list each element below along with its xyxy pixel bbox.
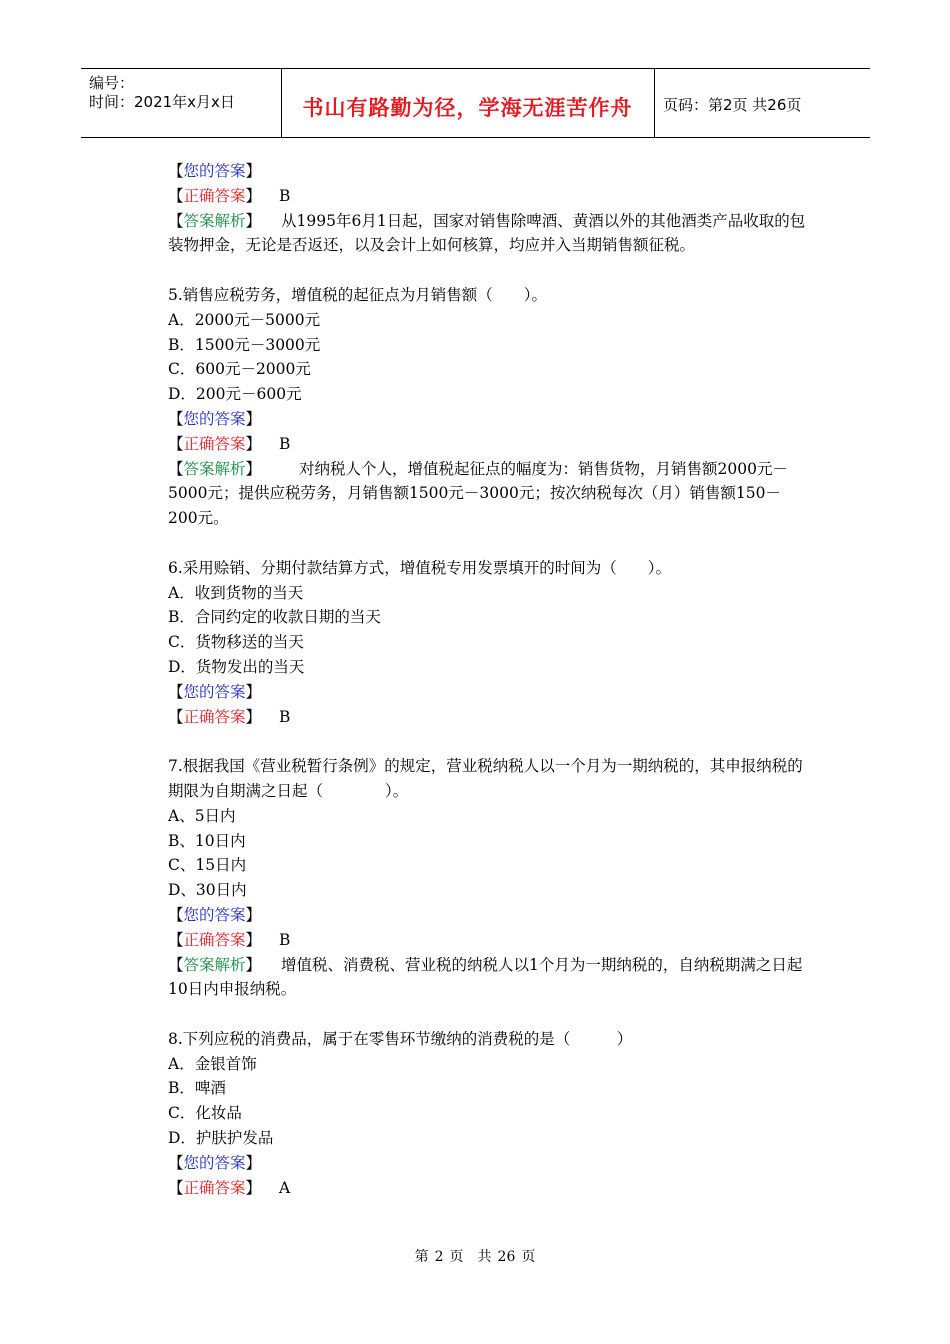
- correct-answer-label: 正确答案: [183, 930, 246, 949]
- your-answer-label: 您的答案: [183, 409, 246, 428]
- bracket: 【: [168, 409, 184, 428]
- option-c: C．货物移送的当天: [168, 633, 304, 652]
- option-c: C．600元－2000元: [168, 360, 311, 379]
- bracket: 】: [245, 707, 262, 726]
- bracket: 【: [168, 955, 184, 974]
- correct-answer-value: B: [279, 434, 291, 453]
- question-stem: 8.下列应税的消费品，属于在零售环节缴纳的消费税的是（ ）: [168, 1029, 633, 1048]
- answer-analysis: [168, 209, 808, 259]
- your-answer-row: [168, 407, 808, 432]
- document-body: [168, 159, 808, 1200]
- footer-middle: 页 共: [449, 1249, 492, 1265]
- analysis-label: 答案解析: [183, 459, 246, 478]
- bracket: 【: [168, 1153, 184, 1172]
- bracket: 】: [245, 955, 262, 974]
- bracket: 【: [168, 162, 184, 180]
- your-answer-row: [168, 680, 808, 705]
- option-d: D．货物发出的当天: [168, 657, 305, 676]
- correct-answer-row: [168, 432, 808, 457]
- bracket: 【: [168, 434, 184, 453]
- correct-answer-value: B: [279, 707, 291, 726]
- footer-suffix: 页: [521, 1249, 536, 1265]
- bracket: 【: [168, 211, 184, 230]
- document-number-label: 编号：: [89, 74, 135, 92]
- question-stem: 6.采用赊销、分期付款结算方式，增值税专用发票填开的时间为（ ）。: [168, 558, 672, 577]
- analysis-text: 对纳税人个人，增值税起征点的幅度为：销售货物，月销售额2000元－5000元；提供应税劳务，月销售额1500元－3000元；按次纳税每次（月）销售额150－200元。: [168, 459, 788, 528]
- bracket: 】: [245, 1178, 262, 1197]
- footer-total-pages: 26: [497, 1249, 516, 1265]
- correct-answer-label: 正确答案: [183, 707, 246, 726]
- bracket: 【: [168, 186, 184, 205]
- header-page-info: 页码：第2页 共26页: [663, 96, 802, 114]
- header-motto: 书山有路勤为径，学海无涯苦作舟: [302, 96, 633, 120]
- option-d: D、30日内: [168, 881, 247, 900]
- footer-prefix: 第: [414, 1249, 429, 1265]
- bracket: 】: [245, 186, 262, 205]
- page-header: [81, 68, 870, 138]
- option-a: A．金银首饰: [168, 1054, 257, 1073]
- your-answer-label: 您的答案: [183, 682, 246, 701]
- option-a: A．收到货物的当天: [168, 583, 304, 602]
- correct-answer-label: 正确答案: [183, 434, 246, 453]
- bracket: 】: [245, 409, 262, 428]
- correct-answer-value: A: [279, 1178, 291, 1197]
- document-time-label: 时间：2021年x月x日: [89, 93, 235, 111]
- bracket: 】: [245, 162, 262, 180]
- answer-analysis: [168, 457, 808, 531]
- footer-page-number: 2: [434, 1249, 444, 1265]
- correct-answer-row: [168, 928, 808, 953]
- your-answer-label: 您的答案: [183, 905, 246, 924]
- option-b: B．合同约定的收款日期的当天: [168, 608, 381, 627]
- analysis-label: 答案解析: [183, 211, 246, 230]
- option-d: D．护肤护发品: [168, 1129, 274, 1148]
- correct-answer-label: 正确答案: [183, 186, 246, 205]
- bracket: 【: [168, 1178, 184, 1197]
- bracket: 】: [245, 434, 262, 453]
- option-a: A、5日内: [168, 806, 236, 825]
- page-footer: [0, 1246, 950, 1266]
- your-answer-row: [168, 159, 808, 184]
- correct-answer-label: 正确答案: [183, 1178, 246, 1197]
- answer-analysis: [168, 953, 808, 1003]
- header-meta-cell: [81, 69, 282, 137]
- bracket: 】: [245, 459, 262, 478]
- bracket: 【: [168, 930, 184, 949]
- your-answer-label: 您的答案: [183, 1153, 246, 1172]
- your-answer-row: [168, 903, 808, 928]
- bracket: 【: [168, 682, 184, 701]
- bracket: 】: [245, 1153, 262, 1172]
- header-motto-cell: [281, 69, 655, 137]
- bracket: 【: [168, 459, 184, 478]
- correct-answer-value: B: [279, 930, 291, 949]
- your-answer-row: [168, 1151, 808, 1176]
- option-d: D．200元－600元: [168, 385, 302, 404]
- option-b: B、10日内: [168, 831, 246, 850]
- bracket: 【: [168, 707, 184, 726]
- bracket: 】: [245, 905, 262, 924]
- your-answer-label: 您的答案: [183, 162, 246, 180]
- correct-answer-row: [168, 1176, 808, 1201]
- analysis-text: 从1995年6月1日起，国家对销售除啤酒、黄酒以外的其他酒类产品收取的包装物押金，无论是否返还，以及会计上如何核算，均应并入当期销售额征税。: [168, 211, 806, 255]
- option-c: C．化妆品: [168, 1104, 242, 1123]
- header-page-cell: [655, 69, 870, 137]
- correct-answer-value: B: [279, 186, 291, 205]
- bracket: 】: [245, 211, 262, 230]
- bracket: 】: [245, 682, 262, 701]
- analysis-text: 增值税、消费税、营业税的纳税人以1个月为一期纳税的，自纳税期满之日起10日内申报纳税。: [168, 955, 803, 999]
- option-b: B．1500元－3000元: [168, 335, 321, 354]
- bracket: 【: [168, 905, 184, 924]
- option-a: A．2000元－5000元: [168, 310, 321, 329]
- bracket: 】: [245, 930, 262, 949]
- option-c: C、15日内: [168, 856, 247, 875]
- question-stem: 5.销售应税劳务，增值税的起征点为月销售额（ ）。: [168, 285, 548, 304]
- correct-answer-row: [168, 705, 808, 730]
- question-stem: 7.根据我国《营业税暂行条例》的规定，营业税纳税人以一个月为一期纳税的，其申报纳税的期限为自期满之日起（ ）。: [168, 757, 803, 800]
- analysis-label: 答案解析: [183, 955, 246, 974]
- option-b: B．啤酒: [168, 1079, 226, 1098]
- correct-answer-row: [168, 184, 808, 209]
